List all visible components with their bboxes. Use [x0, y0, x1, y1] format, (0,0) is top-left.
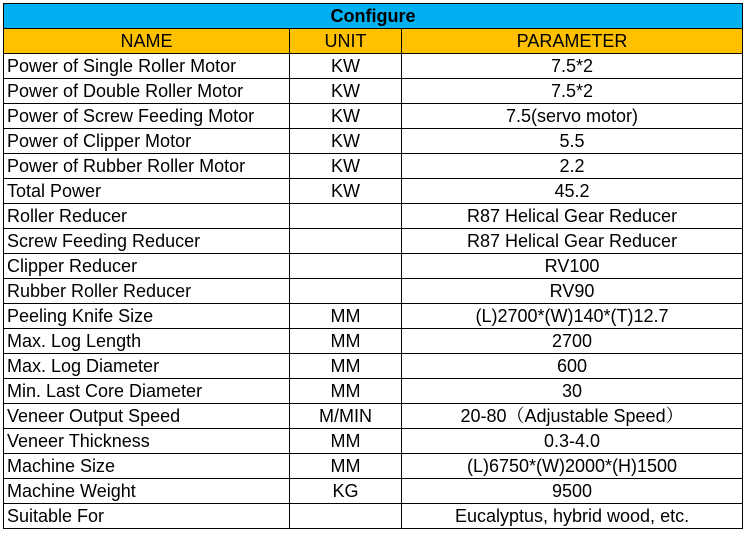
row-unit-cell [290, 254, 402, 279]
row-parameter-cell: 7.5(servo motor) [402, 104, 743, 129]
row-unit-cell: MM [290, 354, 402, 379]
row-parameter-cell: RV100 [402, 254, 743, 279]
configuration-sheet [3, 3, 742, 529]
row-parameter-cell: 0.3-4.0 [402, 429, 743, 454]
table-row [4, 504, 743, 529]
table-row [4, 304, 743, 329]
row-unit-cell [290, 204, 402, 229]
row-unit-cell: M/MIN [290, 404, 402, 429]
table-row [4, 279, 743, 304]
header-unit: UNIT [290, 29, 402, 54]
row-unit-cell: MM [290, 454, 402, 479]
table-row [4, 79, 743, 104]
row-parameter-cell: 5.5 [402, 129, 743, 154]
row-name-cell: Screw Feeding Reducer [4, 229, 290, 254]
table-row [4, 229, 743, 254]
row-parameter-cell: 45.2 [402, 179, 743, 204]
table-row [4, 479, 743, 504]
table-title: Configure [4, 4, 743, 29]
row-unit-cell: KW [290, 154, 402, 179]
row-name-cell: Clipper Reducer [4, 254, 290, 279]
table-row [4, 379, 743, 404]
row-parameter-cell: 9500 [402, 479, 743, 504]
table-row [4, 179, 743, 204]
row-name-cell: Veneer Thickness [4, 429, 290, 454]
row-parameter-cell: R87 Helical Gear Reducer [402, 229, 743, 254]
row-unit-cell: KW [290, 54, 402, 79]
table-row [4, 154, 743, 179]
row-unit-cell: MM [290, 429, 402, 454]
row-unit-cell [290, 229, 402, 254]
row-name-cell: Power of Double Roller Motor [4, 79, 290, 104]
row-name-cell: Peeling Knife Size [4, 304, 290, 329]
row-parameter-cell: 7.5*2 [402, 54, 743, 79]
row-name-cell: Rubber Roller Reducer [4, 279, 290, 304]
table-row [4, 254, 743, 279]
row-unit-cell: KW [290, 179, 402, 204]
row-parameter-cell: 2.2 [402, 154, 743, 179]
row-name-cell: Total Power [4, 179, 290, 204]
table-row [4, 354, 743, 379]
table-row [4, 429, 743, 454]
header-name: NAME [4, 29, 290, 54]
row-parameter-cell: 30 [402, 379, 743, 404]
title-row [4, 4, 743, 29]
table-row [4, 204, 743, 229]
row-unit-cell: MM [290, 329, 402, 354]
row-parameter-cell: 20-80（Adjustable Speed） [402, 404, 743, 429]
row-parameter-cell: 600 [402, 354, 743, 379]
row-name-cell: Machine Size [4, 454, 290, 479]
row-parameter-cell: (L)6750*(W)2000*(H)1500 [402, 454, 743, 479]
row-parameter-cell: Eucalyptus, hybrid wood, etc. [402, 504, 743, 529]
row-name-cell: Power of Single Roller Motor [4, 54, 290, 79]
row-name-cell: Power of Screw Feeding Motor [4, 104, 290, 129]
row-parameter-cell: R87 Helical Gear Reducer [402, 204, 743, 229]
table-row [4, 454, 743, 479]
row-name-cell: Power of Rubber Roller Motor [4, 154, 290, 179]
row-name-cell: Max. Log Length [4, 329, 290, 354]
row-name-cell: Veneer Output Speed [4, 404, 290, 429]
row-name-cell: Max. Log Diameter [4, 354, 290, 379]
row-unit-cell [290, 504, 402, 529]
row-parameter-cell: 2700 [402, 329, 743, 354]
spec-table [3, 3, 743, 529]
row-name-cell: Suitable For [4, 504, 290, 529]
row-name-cell: Roller Reducer [4, 204, 290, 229]
row-parameter-cell: 7.5*2 [402, 79, 743, 104]
header-parameter: PARAMETER [402, 29, 743, 54]
table-row [4, 104, 743, 129]
row-parameter-cell: (L)2700*(W)140*(T)12.7 [402, 304, 743, 329]
row-unit-cell: MM [290, 304, 402, 329]
row-unit-cell [290, 279, 402, 304]
row-unit-cell: KG [290, 479, 402, 504]
row-name-cell: Min. Last Core Diameter [4, 379, 290, 404]
table-row [4, 329, 743, 354]
row-unit-cell: KW [290, 129, 402, 154]
table-row [4, 129, 743, 154]
row-name-cell: Power of Clipper Motor [4, 129, 290, 154]
header-row [4, 29, 743, 54]
table-row [4, 54, 743, 79]
table-row [4, 404, 743, 429]
row-unit-cell: MM [290, 379, 402, 404]
row-unit-cell: KW [290, 79, 402, 104]
row-unit-cell: KW [290, 104, 402, 129]
row-name-cell: Machine Weight [4, 479, 290, 504]
row-parameter-cell: RV90 [402, 279, 743, 304]
